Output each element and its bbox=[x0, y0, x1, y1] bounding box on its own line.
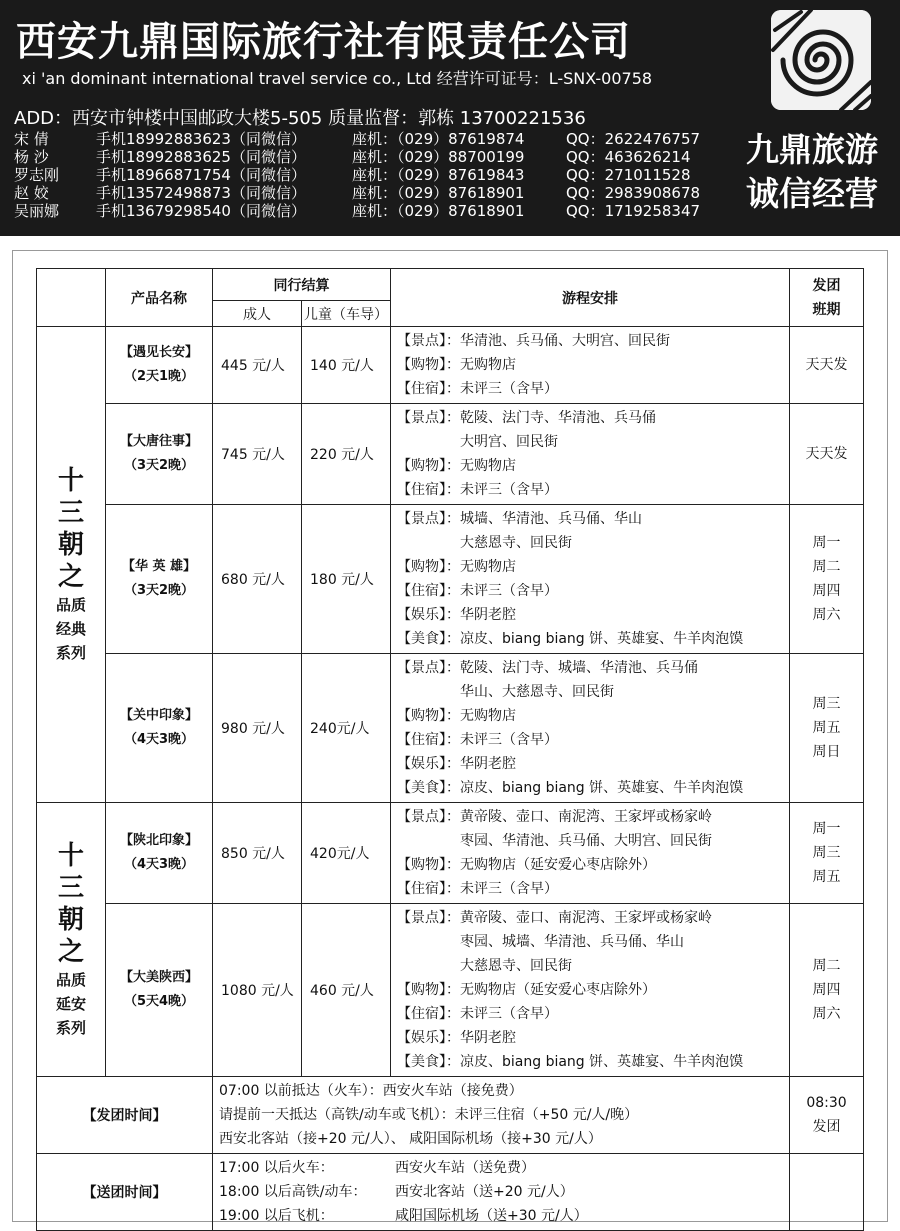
product-name-cell bbox=[106, 654, 213, 803]
itinerary-text: ：华清池、兵马俑、大明宫、回民街 bbox=[446, 333, 670, 349]
contact-row bbox=[14, 148, 716, 166]
itinerary-tag: 【景点】 bbox=[397, 809, 446, 825]
itinerary-line bbox=[397, 853, 783, 877]
departure-label: 【发团时间】 bbox=[37, 1077, 213, 1154]
schedule-cell bbox=[790, 404, 864, 505]
slogan bbox=[730, 128, 894, 216]
itinerary-tag: 【购物】 bbox=[397, 982, 446, 998]
itinerary-tag: 【购物】 bbox=[397, 857, 446, 873]
itinerary-tag: 【住宿】 bbox=[397, 583, 446, 599]
series-word: 系列 bbox=[55, 643, 86, 662]
itinerary-text: ：无购物店 bbox=[446, 357, 516, 373]
slogan-line-1: 九鼎旅游 bbox=[746, 130, 878, 169]
series-char: 三 bbox=[57, 872, 84, 903]
product-duration: （4天3晚） bbox=[123, 732, 195, 747]
itinerary-line: 大慈恩寺、回民街 bbox=[460, 535, 572, 551]
itinerary-text: ：未评三（含早） bbox=[446, 881, 558, 897]
product-row bbox=[37, 904, 864, 1077]
product-name-cell bbox=[106, 803, 213, 904]
contact-list bbox=[14, 130, 716, 220]
adult-price: 745 元/人 bbox=[213, 404, 302, 505]
header-schedule-text: 发团班期 bbox=[812, 277, 841, 318]
child-price: 240元/人 bbox=[302, 654, 391, 803]
product-name: 【大唐往事】 bbox=[119, 434, 198, 449]
contact-qq: QQ：2622476757 bbox=[566, 130, 701, 148]
header-blank bbox=[37, 269, 106, 327]
product-row bbox=[37, 327, 864, 404]
schedule-day: 天天发 bbox=[805, 357, 848, 373]
address-line bbox=[14, 104, 586, 130]
departure-line: 西安北客站（接+20 元/人）、 咸阳国际机场（接+30 元/人） bbox=[219, 1131, 602, 1147]
itinerary-cell bbox=[391, 654, 790, 803]
contact-phone: 座机：（029）87619843 bbox=[352, 166, 525, 184]
product-name-cell bbox=[106, 327, 213, 404]
itinerary-line bbox=[397, 627, 783, 651]
header-child: 儿童（车导） bbox=[302, 301, 391, 327]
schedule-day: 周六 bbox=[812, 1006, 841, 1022]
itinerary-tag: 【住宿】 bbox=[397, 881, 446, 897]
product-name-cell bbox=[106, 904, 213, 1077]
product-name: 【关中印象】 bbox=[119, 708, 198, 723]
itinerary-text: ：未评三（含早） bbox=[446, 1006, 558, 1022]
license-number: 经营许可证号：L-SNX-00758 bbox=[436, 69, 653, 88]
supervisor: 质量监督：郭栋 13700221536 bbox=[328, 108, 586, 129]
return-label: 【送团时间】 bbox=[37, 1154, 213, 1231]
itinerary-text: ：未评三（含早） bbox=[446, 482, 558, 498]
itinerary-line: 大明宫、回民街 bbox=[460, 434, 558, 450]
schedule-cell bbox=[790, 904, 864, 1077]
child-price: 420元/人 bbox=[302, 803, 391, 904]
itinerary-tag: 【住宿】 bbox=[397, 482, 446, 498]
series-word: 品质 bbox=[55, 970, 86, 989]
itinerary-text: ：乾陵、法门寺、华清池、兵马俑 bbox=[446, 410, 656, 426]
schedule-day: 周一 bbox=[812, 535, 841, 551]
contact-qq: QQ：271011528 bbox=[566, 166, 691, 184]
return-line bbox=[219, 1204, 783, 1228]
contact-row bbox=[14, 166, 716, 184]
contact-mobile: 手机18992883623（同微信） bbox=[96, 130, 306, 148]
itinerary-cell bbox=[391, 803, 790, 904]
itinerary-line bbox=[397, 776, 783, 800]
schedule-day: 周一 bbox=[812, 821, 841, 837]
header-schedule bbox=[790, 269, 864, 327]
itinerary-line bbox=[397, 877, 783, 901]
itinerary-text: ：城墙、华清池、兵马俑、华山 bbox=[446, 511, 642, 527]
contact-phone: 座机：（029）87619874 bbox=[352, 130, 525, 148]
itinerary-text: ：凉皮、biang biang 饼、英雄宴、牛羊肉泡馍 bbox=[446, 1054, 744, 1070]
itinerary-text: ：乾陵、法门寺、城墙、华清池、兵马俑 bbox=[446, 660, 698, 676]
adult-price: 980 元/人 bbox=[213, 654, 302, 803]
itinerary-line bbox=[397, 1050, 783, 1074]
itinerary-tag: 【景点】 bbox=[397, 511, 446, 527]
schedule-day: 周五 bbox=[812, 720, 841, 736]
itinerary-tag: 【美食】 bbox=[397, 780, 446, 796]
contact-name: 吴丽娜 bbox=[14, 202, 60, 220]
return-blank bbox=[790, 1154, 864, 1231]
itinerary-tag: 【景点】 bbox=[397, 410, 446, 426]
contact-name: 杨 沙 bbox=[14, 148, 49, 166]
itinerary-text: ：华阴老腔 bbox=[446, 607, 516, 623]
itinerary-text: ：无购物店 bbox=[446, 708, 516, 724]
itinerary-text: ：无购物店（延安爱心枣店除外） bbox=[446, 982, 656, 998]
header-settlement: 同行结算 bbox=[213, 269, 391, 301]
departure-time: 08:30 bbox=[806, 1095, 847, 1111]
itinerary-tag: 【购物】 bbox=[397, 357, 446, 373]
itinerary-line bbox=[397, 978, 783, 1002]
adult-price: 680 元/人 bbox=[213, 505, 302, 654]
itinerary-line bbox=[397, 579, 783, 603]
itinerary-line bbox=[397, 603, 783, 627]
header-banner bbox=[0, 0, 900, 236]
itinerary-cell bbox=[391, 404, 790, 505]
adult-price: 1080 元/人 bbox=[213, 904, 302, 1077]
adult-price: 445 元/人 bbox=[213, 327, 302, 404]
series-word: 经典 bbox=[55, 619, 86, 638]
schedule-day: 天天发 bbox=[805, 446, 848, 462]
contact-row bbox=[14, 184, 716, 202]
itinerary-tag: 【购物】 bbox=[397, 559, 446, 575]
itinerary-line bbox=[397, 406, 783, 430]
series-label-cell bbox=[37, 327, 106, 803]
itinerary-line bbox=[397, 329, 783, 353]
contact-mobile: 手机13679298540（同微信） bbox=[96, 202, 306, 220]
itinerary-line bbox=[397, 454, 783, 478]
series-char: 十 bbox=[57, 840, 84, 871]
return-place: 西安北客站（送+20 元/人） bbox=[395, 1184, 574, 1200]
itinerary-tag: 【景点】 bbox=[397, 910, 446, 926]
contact-name: 宋 倩 bbox=[14, 130, 49, 148]
departure-row bbox=[37, 1077, 864, 1154]
contact-qq: QQ：1719258347 bbox=[566, 202, 701, 220]
itinerary-tag: 【娱乐】 bbox=[397, 756, 446, 772]
child-price: 140 元/人 bbox=[302, 327, 391, 404]
product-row bbox=[37, 505, 864, 654]
itinerary-cell bbox=[391, 904, 790, 1077]
return-time: 17:00 以后火车： bbox=[219, 1160, 334, 1176]
contact-mobile: 手机18992883625（同微信） bbox=[96, 148, 306, 166]
itinerary-text: ：无购物店 bbox=[446, 458, 516, 474]
itinerary-cell bbox=[391, 505, 790, 654]
departure-time-cell bbox=[790, 1077, 864, 1154]
series-word: 延安 bbox=[55, 994, 86, 1013]
series-char: 朝 bbox=[57, 904, 84, 935]
product-name-cell bbox=[106, 404, 213, 505]
product-duration: （3天2晚） bbox=[123, 458, 195, 473]
schedule-day: 周二 bbox=[812, 559, 841, 575]
series-char: 之 bbox=[57, 936, 84, 967]
itinerary-line bbox=[397, 507, 783, 531]
product-name: 【遇见长安】 bbox=[119, 345, 198, 360]
itinerary-text: ：华阴老腔 bbox=[446, 756, 516, 772]
series-word: 系列 bbox=[55, 1018, 86, 1037]
schedule-day: 周三 bbox=[812, 845, 841, 861]
product-duration: （4天3晚） bbox=[123, 857, 195, 872]
itinerary-line: 大慈恩寺、回民街 bbox=[460, 958, 572, 974]
itinerary-line bbox=[397, 752, 783, 776]
schedule-day: 周五 bbox=[812, 869, 841, 885]
schedule-cell bbox=[790, 327, 864, 404]
contact-phone: 座机：（029）87618901 bbox=[352, 184, 525, 202]
itinerary-text: ：凉皮、biang biang 饼、英雄宴、牛羊肉泡馍 bbox=[446, 780, 744, 796]
itinerary-line bbox=[397, 656, 783, 680]
itinerary-text: ：凉皮、biang biang 饼、英雄宴、牛羊肉泡馍 bbox=[446, 631, 744, 647]
itinerary-text: ：未评三（含早） bbox=[446, 583, 558, 599]
contact-phone: 座机：（029）88700199 bbox=[352, 148, 525, 166]
itinerary-text: ：无购物店 bbox=[446, 559, 516, 575]
swirl-logo-icon bbox=[771, 10, 871, 110]
product-name: 【陕北印象】 bbox=[119, 833, 198, 848]
itinerary-text: ：华阴老腔 bbox=[446, 1030, 516, 1046]
itinerary-tag: 【娱乐】 bbox=[397, 607, 446, 623]
schedule-day: 周二 bbox=[812, 958, 841, 974]
departure-line: 07:00 以前抵达（火车）：西安火车站（接免费） bbox=[219, 1083, 523, 1099]
itinerary-line bbox=[397, 353, 783, 377]
departure-note: 发团 bbox=[812, 1119, 841, 1135]
return-place: 咸阳国际机场（送+30 元/人） bbox=[395, 1208, 588, 1224]
tour-price-table bbox=[36, 268, 864, 1231]
itinerary-line bbox=[397, 555, 783, 579]
itinerary-tag: 【美食】 bbox=[397, 631, 446, 647]
series-word: 品质 bbox=[55, 595, 86, 614]
itinerary-tag: 【购物】 bbox=[397, 458, 446, 474]
series-char: 之 bbox=[57, 561, 84, 592]
address: ADD：西安市钟楼中国邮政大楼5-505 bbox=[14, 108, 323, 129]
departure-details bbox=[213, 1077, 790, 1154]
return-row bbox=[37, 1154, 864, 1231]
itinerary-text: ：无购物店（延安爱心枣店除外） bbox=[446, 857, 656, 873]
itinerary-line bbox=[397, 1002, 783, 1026]
contact-row bbox=[14, 130, 716, 148]
series-char: 三 bbox=[57, 497, 84, 528]
itinerary-line bbox=[397, 377, 783, 401]
contact-row bbox=[14, 202, 716, 220]
series-char: 朝 bbox=[57, 529, 84, 560]
contact-phone: 座机：（029）87618901 bbox=[352, 202, 525, 220]
header-product: 产品名称 bbox=[106, 269, 213, 327]
itinerary-tag: 【购物】 bbox=[397, 708, 446, 724]
schedule-day: 周三 bbox=[812, 696, 841, 712]
itinerary-text: ：黄帝陵、壶口、南泥湾、王家坪或杨家岭 bbox=[446, 910, 712, 926]
header-adult: 成人 bbox=[213, 301, 302, 327]
itinerary-line bbox=[397, 478, 783, 502]
english-name-line bbox=[22, 66, 652, 89]
schedule-day: 周四 bbox=[812, 982, 841, 998]
itinerary-text: ：未评三（含早） bbox=[446, 381, 558, 397]
schedule-cell bbox=[790, 505, 864, 654]
contact-mobile: 手机18966871754（同微信） bbox=[96, 166, 306, 184]
itinerary-tag: 【美食】 bbox=[397, 1054, 446, 1070]
itinerary-tag: 【住宿】 bbox=[397, 732, 446, 748]
return-details bbox=[213, 1154, 790, 1231]
itinerary-line bbox=[397, 906, 783, 930]
itinerary-line bbox=[397, 728, 783, 752]
product-row bbox=[37, 803, 864, 904]
english-name: xi 'an dominant international travel service co., Ltd bbox=[22, 69, 432, 88]
child-price: 180 元/人 bbox=[302, 505, 391, 654]
itinerary-text: ：黄帝陵、壶口、南泥湾、王家坪或杨家岭 bbox=[446, 809, 712, 825]
itinerary-cell bbox=[391, 327, 790, 404]
adult-price: 850 元/人 bbox=[213, 803, 302, 904]
company-name: 西安九鼎国际旅行社有限责任公司 bbox=[16, 19, 631, 65]
itinerary-line bbox=[397, 1026, 783, 1050]
schedule-day: 周四 bbox=[812, 583, 841, 599]
product-row bbox=[37, 654, 864, 803]
child-price: 220 元/人 bbox=[302, 404, 391, 505]
child-price: 460 元/人 bbox=[302, 904, 391, 1077]
contact-qq: QQ：2983908678 bbox=[566, 184, 701, 202]
itinerary-line: 枣园、城墙、华清池、兵马俑、华山 bbox=[460, 934, 684, 950]
product-duration: （2天1晚） bbox=[123, 369, 195, 384]
itinerary-tag: 【住宿】 bbox=[397, 381, 446, 397]
itinerary-tag: 【景点】 bbox=[397, 333, 446, 349]
return-line bbox=[219, 1180, 783, 1204]
contact-name: 赵 姣 bbox=[14, 184, 49, 202]
product-row bbox=[37, 404, 864, 505]
schedule-day: 周六 bbox=[812, 607, 841, 623]
itinerary-line bbox=[397, 704, 783, 728]
return-time: 18:00 以后高铁/动车： bbox=[219, 1184, 367, 1200]
product-duration: （5天4晚） bbox=[123, 994, 195, 1009]
series-char: 十 bbox=[57, 465, 84, 496]
itinerary-tag: 【住宿】 bbox=[397, 1006, 446, 1022]
itinerary-line bbox=[397, 805, 783, 829]
itinerary-line: 枣园、华清池、兵马俑、大明宫、回民街 bbox=[460, 833, 712, 849]
itinerary-tag: 【景点】 bbox=[397, 660, 446, 676]
series-label-cell bbox=[37, 803, 106, 1077]
contact-name: 罗志刚 bbox=[14, 166, 60, 184]
product-name: 【华 英 雄】 bbox=[121, 559, 197, 574]
itinerary-tag: 【娱乐】 bbox=[397, 1030, 446, 1046]
product-name: 【大美陕西】 bbox=[119, 970, 198, 985]
itinerary-line: 华山、大慈恩寺、回民街 bbox=[460, 684, 614, 700]
return-place: 西安火车站（送免费） bbox=[395, 1160, 535, 1176]
return-line bbox=[219, 1156, 783, 1180]
header-itinerary: 游程安排 bbox=[391, 269, 790, 327]
schedule-day: 周日 bbox=[812, 744, 841, 760]
schedule-cell bbox=[790, 803, 864, 904]
itinerary-text: ：未评三（含早） bbox=[446, 732, 558, 748]
return-time: 19:00 以后飞机： bbox=[219, 1208, 334, 1224]
schedule-cell bbox=[790, 654, 864, 803]
contact-qq: QQ：463626214 bbox=[566, 148, 691, 166]
product-name-cell bbox=[106, 505, 213, 654]
contact-mobile: 手机13572498873（同微信） bbox=[96, 184, 306, 202]
product-duration: （3天2晚） bbox=[123, 583, 195, 598]
slogan-line-2: 诚信经营 bbox=[746, 174, 878, 213]
departure-line: 请提前一天抵达（高铁/动车或飞机）：未评三住宿（+50 元/人/晚） bbox=[219, 1107, 639, 1123]
